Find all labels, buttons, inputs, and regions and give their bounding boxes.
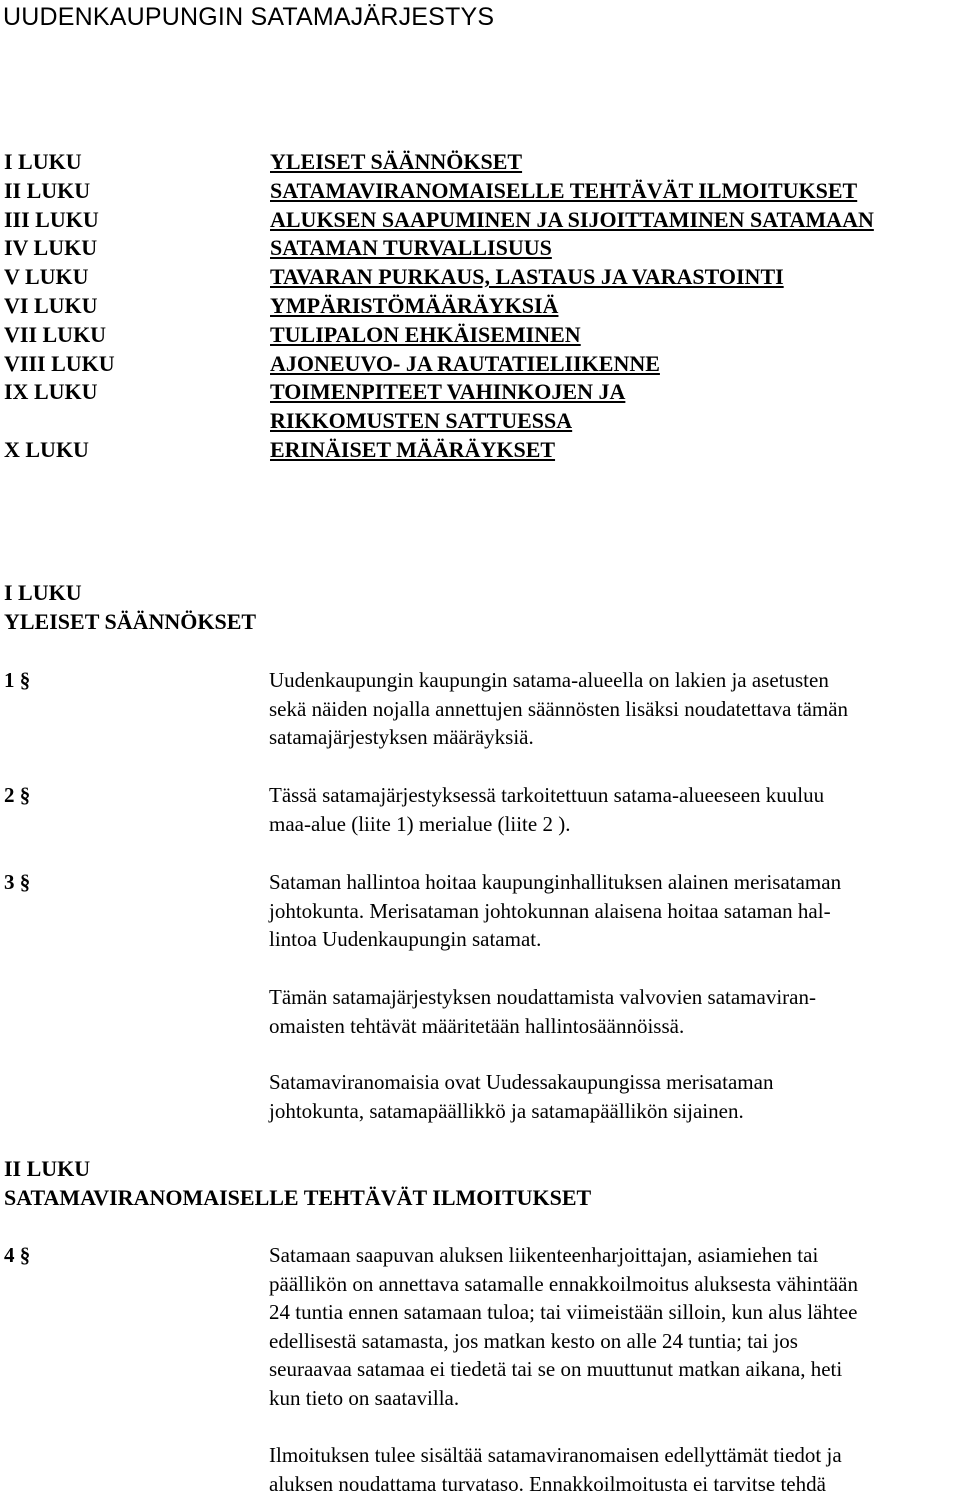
paragraph-line: päällikön on annettava satamalle ennakkoilmoitus aluksesta vähintään xyxy=(269,1271,858,1296)
paragraph-line: aluksen noudattama turvataso. Ennakkoilmoitusta ei tarvitse tehdä xyxy=(269,1471,826,1496)
chapter-number: I LUKU xyxy=(4,580,82,605)
section-3 xyxy=(4,868,958,954)
toc-row xyxy=(4,350,954,379)
toc-chapter-number: VIII LUKU xyxy=(4,350,115,376)
section-4 xyxy=(4,1241,958,1413)
section-number: 1 § xyxy=(4,668,31,692)
paragraph-line: satamajärjestyksen määräyksiä. xyxy=(269,725,534,750)
toc-chapter-title: SATAMAN TURVALLISUUS xyxy=(270,235,552,261)
section-number: 3 § xyxy=(4,870,31,894)
paragraph-line: omaisten tehtävät määritetään hallintosäännöissä. xyxy=(269,1013,685,1038)
section-paragraph xyxy=(269,1068,958,1125)
paragraph-line: kun tieto on saatavilla. xyxy=(269,1385,460,1410)
section-paragraph xyxy=(269,666,958,752)
section-4-paragraph-2 xyxy=(4,1441,958,1498)
toc-chapter-title: RIKKOMUSTEN SATTUESSA xyxy=(270,408,573,434)
paragraph-line: johtokunta. Merisataman johtokunnan alaisena hoitaa sataman hal- xyxy=(269,898,831,923)
paragraph-line: edellisestä satamasta, jos matkan kesto on alle 24 tuntia; tai jos xyxy=(269,1328,798,1353)
toc-chapter-title: TULIPALON EHKÄISEMINEN xyxy=(270,321,581,347)
toc-row xyxy=(4,436,954,465)
paragraph-line: johtokunta, satamapäällikkö ja satamapäällikön sijainen. xyxy=(269,1098,744,1123)
toc-row xyxy=(4,321,954,350)
section-3-paragraph-2 xyxy=(4,983,958,1040)
paragraph-line: sekä näiden nojalla annettujen säännösten lisäksi noudatettava tämän xyxy=(269,696,849,721)
paragraph-line: Satamaan saapuvan aluksen liikenteenharjoittajan, asiamiehen tai xyxy=(269,1243,819,1267)
section-sign-icon: § xyxy=(19,668,31,692)
toc-row xyxy=(4,234,954,263)
section-paragraph xyxy=(269,1241,958,1413)
toc-row xyxy=(4,407,954,436)
toc-chapter-number: VII LUKU xyxy=(4,321,107,347)
paragraph-line: seuraavaa satamaa ei tiedetä tai se on muuttunut matkan aikana, heti xyxy=(269,1357,843,1382)
toc-chapter-number: IX LUKU xyxy=(4,379,98,405)
toc-chapter-title: YMPÄRISTÖMÄÄRÄYKSIÄ xyxy=(270,292,559,318)
chapter-title: SATAMAVIRANOMAISELLE TEHTÄVÄT ILMOITUKSET xyxy=(4,1185,592,1210)
toc-chapter-title: SATAMAVIRANOMAISELLE TEHTÄVÄT ILMOITUKSET xyxy=(270,177,858,203)
paragraph-line: Uudenkaupungin kaupungin satama-alueella on lakien ja asetusten xyxy=(269,668,829,692)
toc-row xyxy=(4,292,954,321)
paragraph-line: Sataman hallintoa hoitaa kaupunginhallituksen alainen merisataman xyxy=(269,870,842,894)
section-1 xyxy=(4,666,958,752)
section-number: 4 § xyxy=(4,1243,31,1267)
paragraph-line: lintoa Uudenkaupungin satamat. xyxy=(269,927,542,952)
section-sign-icon: § xyxy=(19,1243,31,1267)
chapter-heading xyxy=(4,1154,591,1212)
toc-row xyxy=(4,263,954,292)
toc-chapter-number: I LUKU xyxy=(4,149,82,174)
toc-chapter-number: II LUKU xyxy=(4,177,91,203)
section-paragraph xyxy=(269,1441,958,1498)
toc-row xyxy=(4,177,954,206)
toc-chapter-title: TAVARAN PURKAUS, LASTAUS JA VARASTOINTI xyxy=(270,264,784,290)
toc-row xyxy=(4,148,954,177)
toc-chapter-number: III LUKU xyxy=(4,206,99,232)
paragraph-line: 24 tuntia ennen satamaan tuloa; tai viimeistään silloin, kun alus lähtee xyxy=(269,1300,858,1325)
toc-chapter-number: IV LUKU xyxy=(4,235,98,261)
chapter-number: II LUKU xyxy=(4,1156,91,1181)
paragraph-line: Ilmoituksen tulee sisältää satamaviranomaisen edellyttämät tiedot ja xyxy=(269,1443,842,1467)
section-number: 2 § xyxy=(4,783,31,807)
toc-chapter-title: ERINÄISET MÄÄRÄYKSET xyxy=(270,436,556,462)
toc-chapter-title: TOIMENPITEET VAHINKOJEN JA xyxy=(270,379,626,405)
toc-row xyxy=(4,378,954,407)
paragraph-line: Tässä satamajärjestyksessä tarkoitettuun satama-alueeseen kuuluu xyxy=(269,783,825,807)
paragraph-line: Satamaviranomaisia ovat Uudessakaupungissa merisataman xyxy=(269,1070,774,1094)
toc-chapter-number: V LUKU xyxy=(4,264,89,290)
chapter-heading xyxy=(4,578,256,636)
table-of-contents xyxy=(4,148,954,465)
section-2 xyxy=(4,781,958,838)
toc-chapter-title: AJONEUVO- JA RAUTATIELIIKENNE xyxy=(270,350,660,376)
paragraph-line: Tämän satamajärjestyksen noudattamista valvovien satamaviran- xyxy=(269,985,816,1009)
toc-chapter-title: YLEISET SÄÄNNÖKSET xyxy=(270,149,523,174)
section-sign-icon: § xyxy=(19,870,31,894)
paragraph-line: maa-alue (liite 1) merialue (liite 2 ). xyxy=(269,811,571,836)
toc-chapter-number: VI LUKU xyxy=(4,292,98,318)
toc-chapter-number: X LUKU xyxy=(4,436,89,462)
section-paragraph xyxy=(269,781,958,838)
section-paragraph xyxy=(269,983,958,1040)
section-sign-icon: § xyxy=(19,783,31,807)
section-3-paragraph-3 xyxy=(4,1068,958,1125)
chapter-title: YLEISET SÄÄNNÖKSET xyxy=(4,609,257,634)
document-title: UUDENKAUPUNGIN SATAMAJÄRJESTYS xyxy=(3,3,495,31)
toc-row xyxy=(4,206,954,235)
toc-chapter-title: ALUKSEN SAAPUMINEN JA SIJOITTAMINEN SATAMAAN xyxy=(270,206,874,232)
section-paragraph xyxy=(269,868,958,954)
